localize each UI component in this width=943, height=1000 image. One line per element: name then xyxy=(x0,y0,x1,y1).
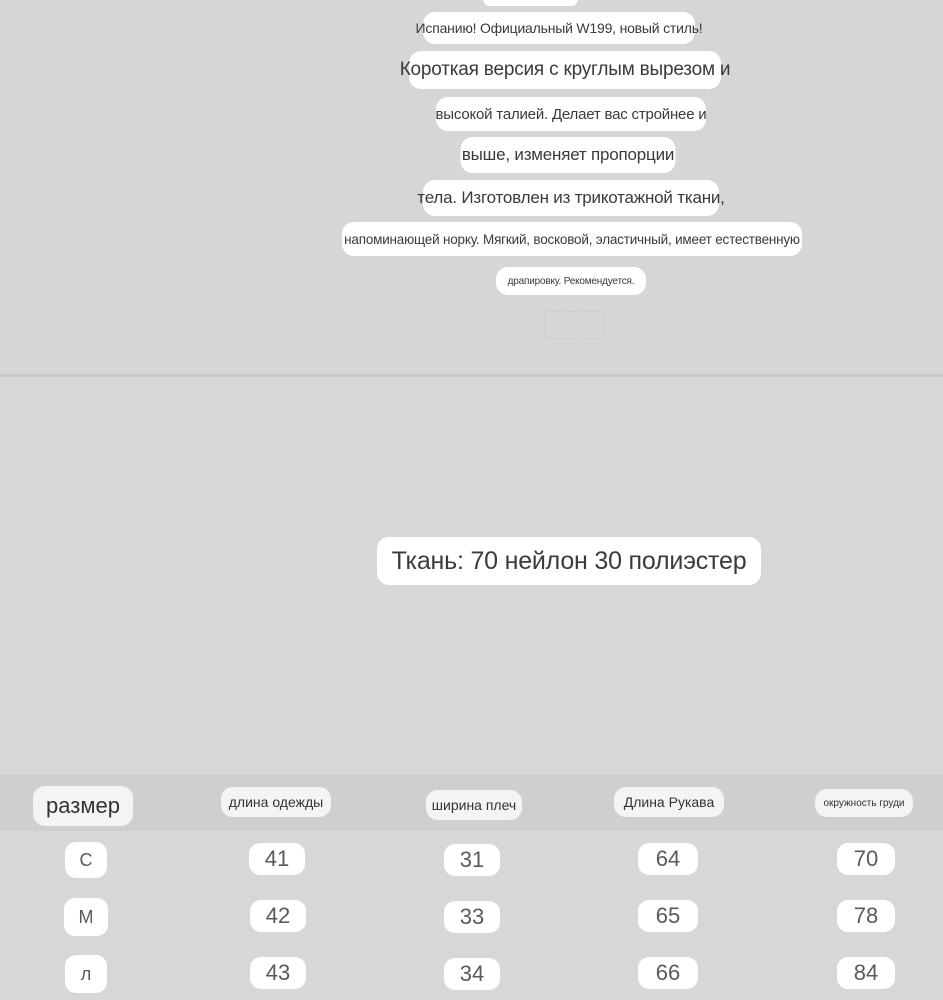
garment-length-cell: 41 xyxy=(249,843,305,875)
shoulder-width-cell: 31 xyxy=(444,844,500,876)
fabric-composition: Ткань: 70 нейлон 30 полиэстер xyxy=(377,537,761,585)
description-line-1: Испанию! Официальный W199, новый стиль! xyxy=(423,12,695,44)
description-line-7: драпировку. Рекомендуется. xyxy=(496,267,646,295)
header-garment-length: длина одежды xyxy=(221,787,331,817)
sleeve-length-cell: 65 xyxy=(638,900,698,932)
placeholder-box xyxy=(544,311,605,339)
description-line-4: выше, изменяет пропорции xyxy=(461,137,676,173)
size-cell: С xyxy=(65,842,107,878)
header-shoulder-width: ширина плеч xyxy=(426,790,522,820)
bust-cell: 84 xyxy=(837,957,895,989)
description-line-3: высокой талией. Делает вас стройнее и xyxy=(436,97,706,131)
bust-cell: 78 xyxy=(837,900,895,932)
description-line-2: Короткая версия с круглым вырезом и xyxy=(409,51,721,89)
cropped-pill xyxy=(483,0,578,6)
shoulder-width-cell: 34 xyxy=(444,958,500,990)
description-line-6: напоминающей норку. Мягкий, восковой, эластичный, имеет естественную xyxy=(342,222,802,256)
header-bust: окружность груди xyxy=(815,789,913,817)
sleeve-length-cell: 66 xyxy=(638,957,698,989)
description-line-5: тела. Изготовлен из трикотажной ткани, xyxy=(423,180,719,216)
header-size: размер xyxy=(33,786,133,826)
garment-length-cell: 42 xyxy=(250,900,306,932)
garment-length-cell: 43 xyxy=(250,957,306,989)
header-sleeve-length: Длина Рукава xyxy=(614,787,724,817)
size-cell: М xyxy=(64,898,108,936)
sleeve-length-cell: 64 xyxy=(638,843,698,875)
shoulder-width-cell: 33 xyxy=(444,901,500,933)
bust-cell: 70 xyxy=(837,843,895,875)
size-cell: л xyxy=(65,955,107,993)
